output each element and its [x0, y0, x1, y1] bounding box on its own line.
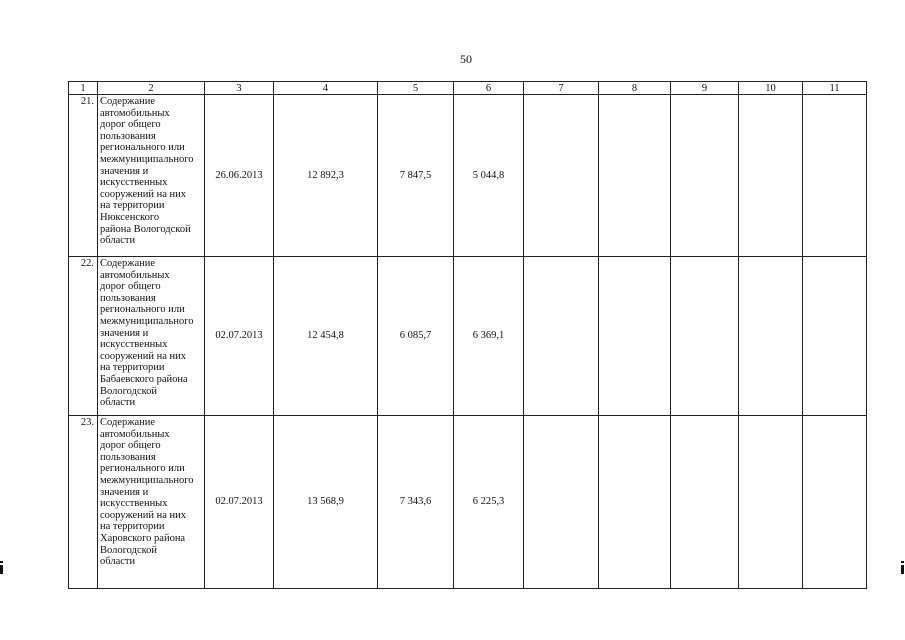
- row-value-col4: 13 568,9: [274, 416, 378, 589]
- empty-cell: [599, 257, 671, 416]
- table-row: [69, 95, 867, 257]
- row-value-col5: 7 847,5: [378, 95, 454, 257]
- row-description: Содержание автомобильных дорог общего пользования регионального или межмуниципального значения и искусственных сооружений на них на территории Нюксенского района Вологодской области: [98, 95, 205, 257]
- row-date: 02.07.2013: [205, 416, 274, 589]
- column-header: 3: [205, 82, 274, 95]
- empty-cell: [599, 95, 671, 257]
- row-value-col6: 5 044,8: [454, 95, 524, 257]
- empty-cell: [739, 257, 803, 416]
- row-value-col6: 6 369,1: [454, 257, 524, 416]
- row-description: Содержание автомобильных дорог общего пользования регионального или межмуниципального значения и искусственных сооружений на них на территории Харовского района Вологодской области: [98, 416, 205, 589]
- empty-cell: [739, 416, 803, 589]
- column-header: 2: [98, 82, 205, 95]
- row-value-col4: 12 454,8: [274, 257, 378, 416]
- empty-cell: [803, 416, 867, 589]
- row-date: 26.06.2013: [205, 95, 274, 257]
- empty-cell: [599, 416, 671, 589]
- column-header: 6: [454, 82, 524, 95]
- empty-cell: [803, 257, 867, 416]
- row-description: Содержание автомобильных дорог общего пользования регионального или межмуниципального значения и искусственных сооружений на них на территории Бабаевского района Вологодской области: [98, 257, 205, 416]
- column-header: 5: [378, 82, 454, 95]
- column-header: 4: [274, 82, 378, 95]
- column-header: 8: [599, 82, 671, 95]
- empty-cell: [524, 257, 599, 416]
- row-value-col5: 7 343,6: [378, 416, 454, 589]
- empty-cell: [803, 95, 867, 257]
- empty-cell: [524, 95, 599, 257]
- row-number: 22.: [69, 257, 98, 416]
- empty-cell: [739, 95, 803, 257]
- row-value-col6: 6 225,3: [454, 416, 524, 589]
- empty-cell: [524, 416, 599, 589]
- scan-edge-mark: [0, 565, 3, 574]
- empty-cell: [671, 416, 739, 589]
- page-number: 50: [460, 52, 472, 66]
- column-header: 11: [803, 82, 867, 95]
- row-number: 23.: [69, 416, 98, 589]
- data-table: [68, 81, 867, 589]
- row-number: 21.: [69, 95, 98, 257]
- table-header-row: [69, 82, 867, 95]
- scan-edge-mark: [901, 565, 904, 574]
- column-header: 1: [69, 82, 98, 95]
- column-header: 10: [739, 82, 803, 95]
- empty-cell: [671, 95, 739, 257]
- table-row: [69, 416, 867, 589]
- column-header: 7: [524, 82, 599, 95]
- row-date: 02.07.2013: [205, 257, 274, 416]
- column-header: 9: [671, 82, 739, 95]
- row-value-col5: 6 085,7: [378, 257, 454, 416]
- row-value-col4: 12 892,3: [274, 95, 378, 257]
- table-row: [69, 257, 867, 416]
- empty-cell: [671, 257, 739, 416]
